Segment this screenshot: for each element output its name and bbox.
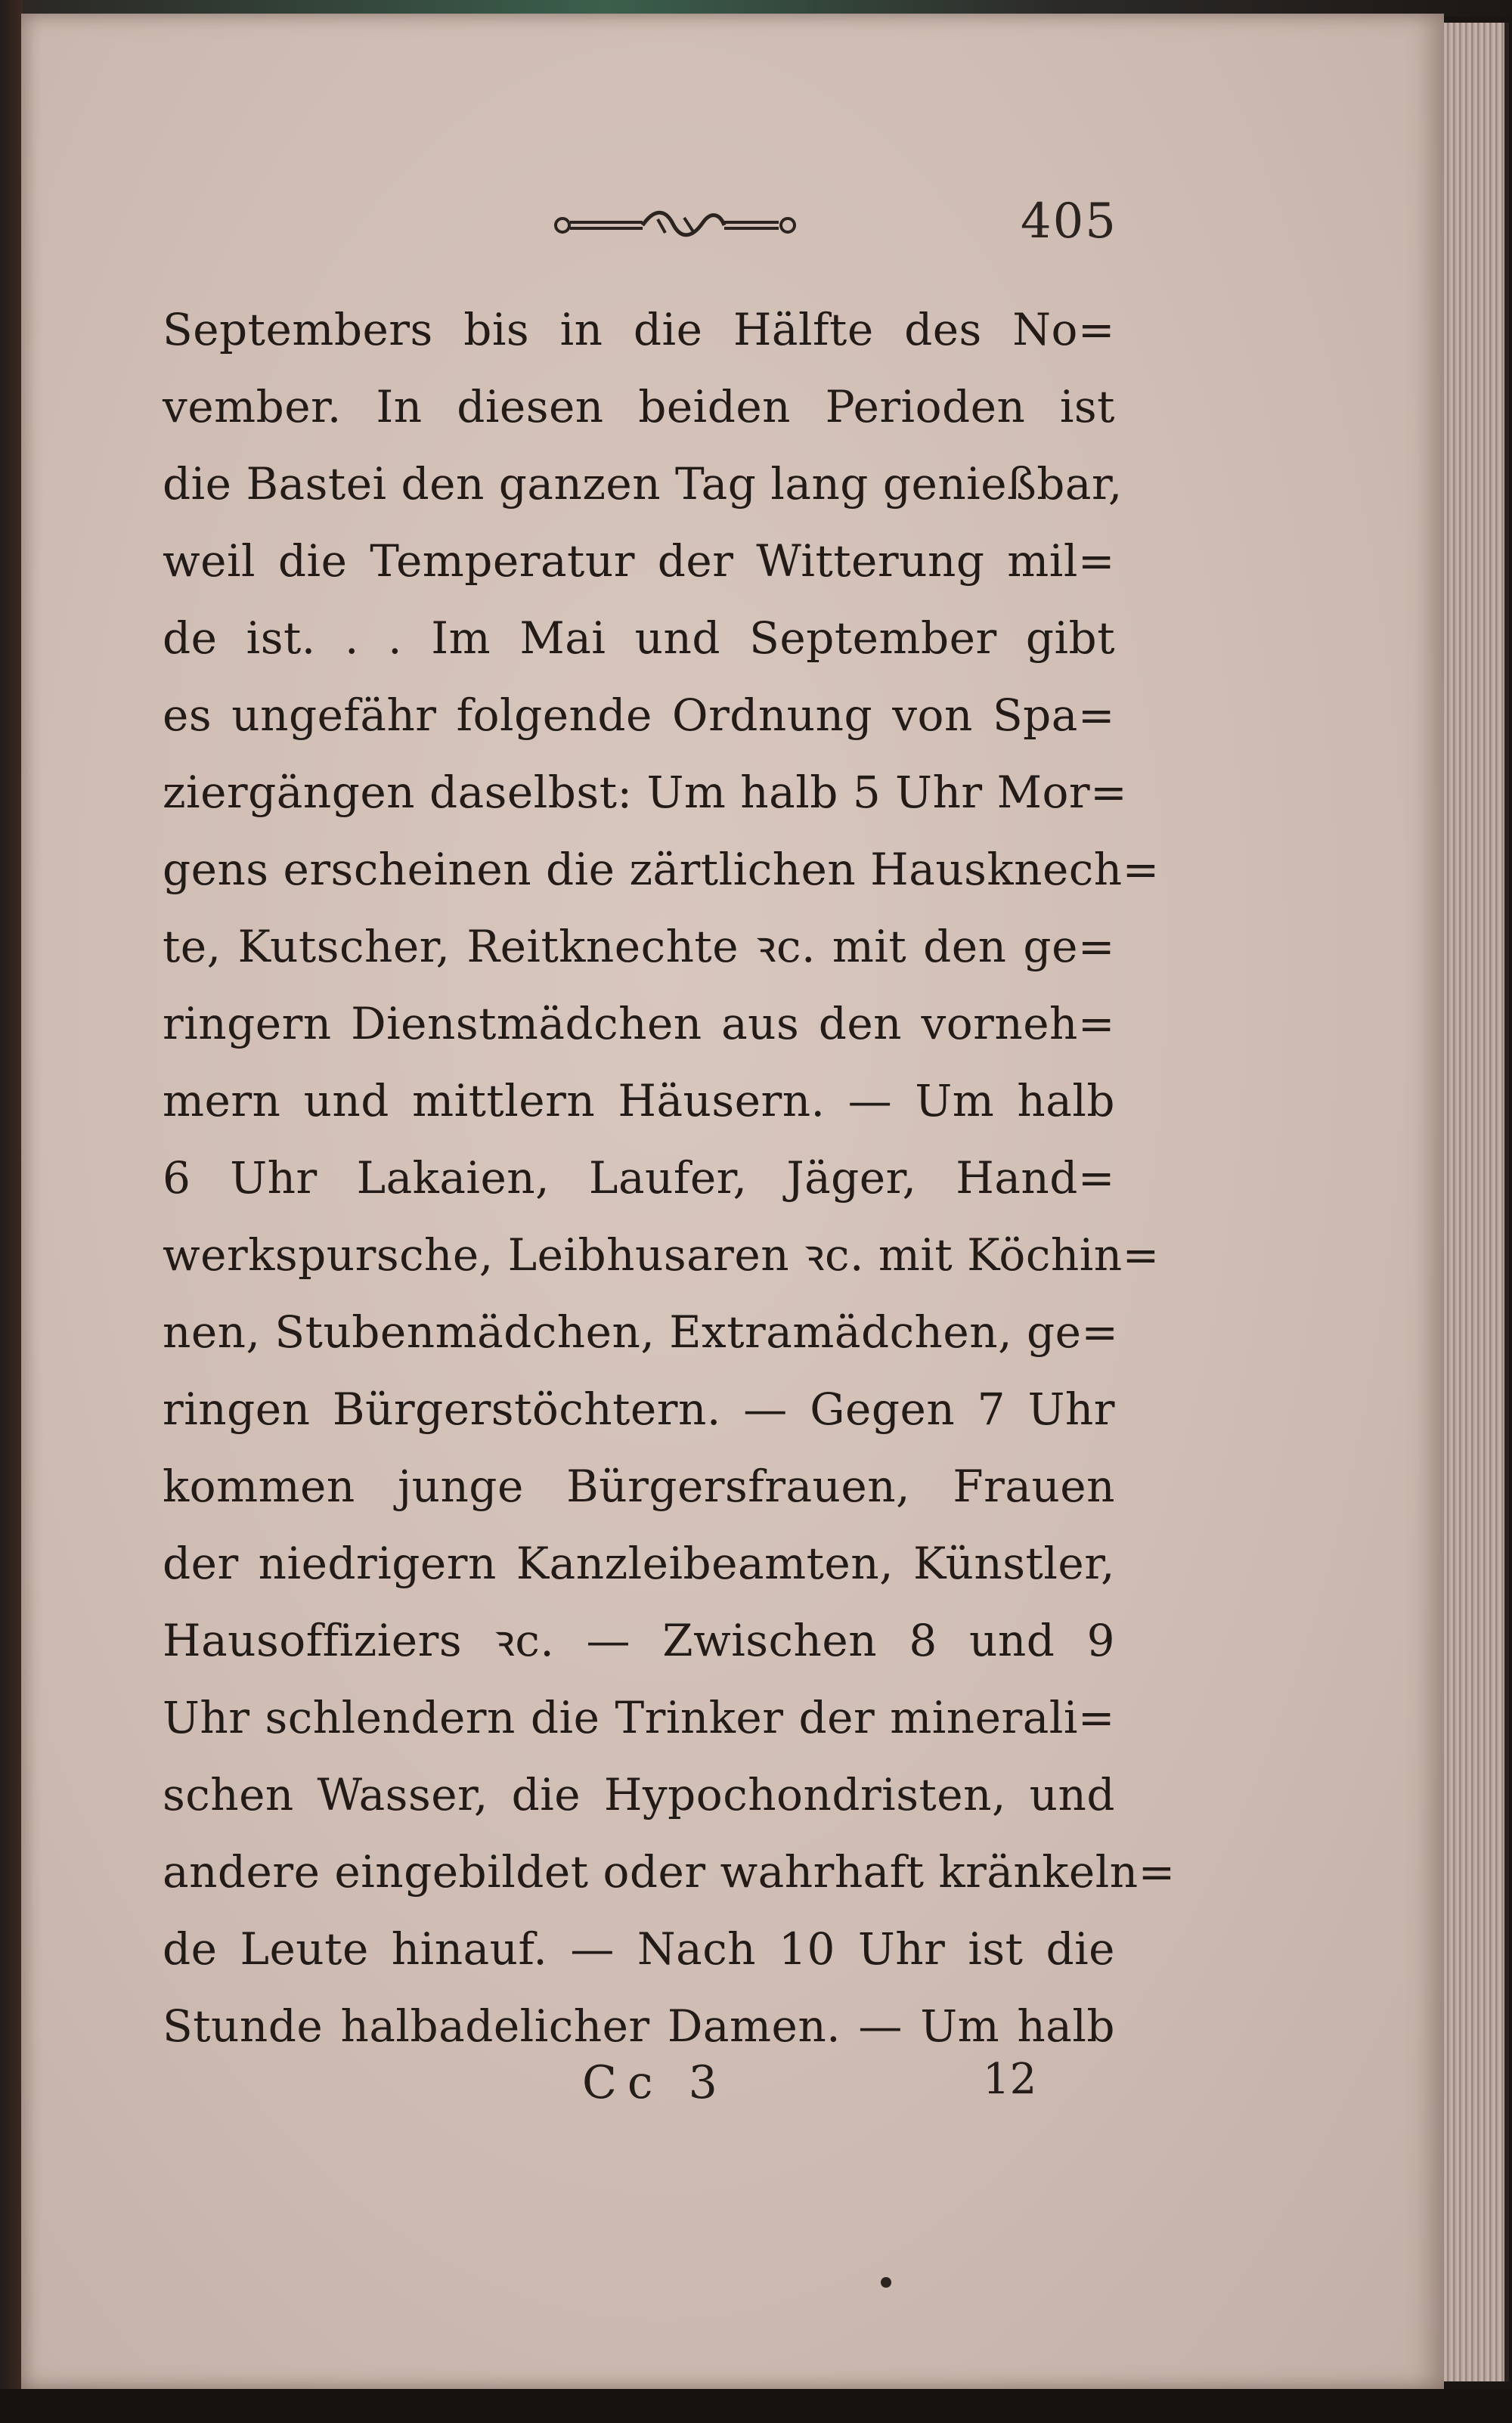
text-line: mern und mittlern Häusern. — Um halb [163,1075,1115,1126]
text-line: Stunde halbadelicher Damen. — Um halb [163,2000,1115,2052]
printer-ornament-icon [552,203,801,248]
text-line: Hausoffiziers ꝛc. — Zwischen 8 und 9 [163,1615,1115,1666]
page-header [552,189,1126,272]
ink-speck [881,2277,891,2288]
text-line: ziergängen daselbst: Um halb 5 Uhr Mor= [163,767,1128,818]
text-line: werkspursche, Leibhusaren ꝛc. mit Köchin= [163,1229,1160,1281]
text-line: vember. In diesen beiden Perioden ist [163,381,1115,432]
text-line: weil die Temperatur der Witterung mil= [163,535,1115,587]
text-line: Uhr schlendern die Trinker der minerali= [163,1692,1115,1743]
text-line: nen, Stubenmädchen, Extramädchen, ge= [163,1306,1119,1358]
book-cover-bottom-edge [0,2389,1512,2423]
page-number: 405 [1020,194,1117,249]
text-line: der niedrigern Kanzleibeamten, Künstler, [163,1538,1115,1589]
text-line: kommen junge Bürgersfrauen, Frauen [163,1461,1115,1512]
text-line: schen Wasser, die Hypochondristen, und [163,1769,1115,1820]
text-line: te, Kutscher, Reitknechte ꝛc. mit den ge= [163,921,1115,972]
text-line: gens erscheinen die zärtlichen Hausknech= [163,844,1160,895]
text-line: die Bastei den ganzen Tag lang genießbar, [163,458,1123,510]
page-edges-stack [1444,23,1509,2381]
signature-mark: Cc 3 [582,2056,728,2109]
catchword: 12 [983,2055,1037,2104]
text-line: andere eingebildet oder wahrhaft kränkeln= [163,1846,1176,1898]
text-line: Septembers bis in die Hälfte des No= [163,304,1115,355]
text-line: es ungefähr folgende Ordnung von Spa= [163,689,1115,741]
text-line: de ist. . . Im Mai und September gibt [163,612,1115,664]
text-line: 6 Uhr Lakaien, Laufer, Jäger, Hand= [163,1152,1115,1204]
text-line: de Leute hinauf. — Nach 10 Uhr ist die [163,1923,1115,1975]
body-text [163,291,1176,2065]
book-cover-left-edge [0,0,23,2423]
text-line: ringern Dienstmädchen aus den vorneh= [163,998,1115,1049]
text-line: ringen Bürgerstöchtern. — Gegen 7 Uhr [163,1383,1115,1435]
